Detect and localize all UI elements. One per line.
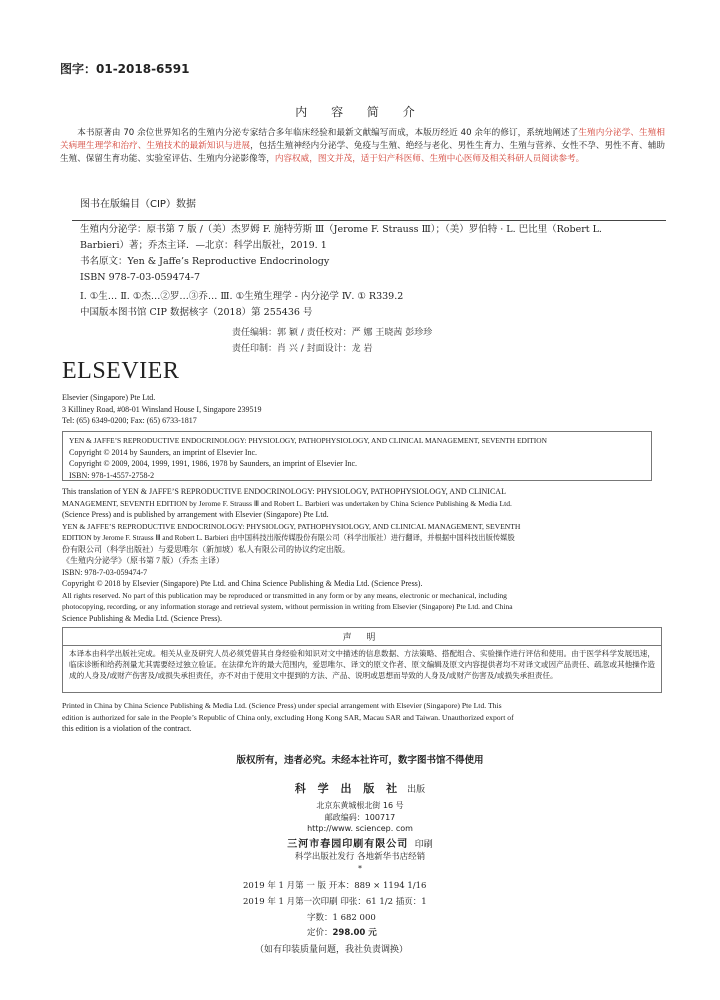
printed-in-line-3: this edition is a violation of the contract. [62,724,192,733]
publisher-name: 科 学 出 版 社 [294,782,402,795]
translation-line-4: YEN & JAFFE’S REPRODUCTIVE ENDOCRINOLOGY: PHYSIOLOGY, PATHOPHYSIOLOGY, AND CLINICAL MANAGEMENT, SEVENTH [62,521,521,531]
price-value: 298.00 元 [332,928,377,938]
elsevier-address-1: Elsevier (Singapore) Pte Ltd. [62,393,156,402]
cip-line-1: 生殖内分泌学：原书第 7 版 /（美）杰罗姆 F. 施特劳斯 Ⅲ（Jerome F. Strauss Ⅲ）；（美）罗伯特 · L. 巴比里（Robert L. [80,224,602,235]
original-isbn: ISBN: 978-1-4557-2758-2 [69,470,155,480]
translation-line-11: photocopying, recording, or any information storage and retrieval system, without permission in writing from Elsevier (Singapore) Pte Ltd. and China [62,602,513,611]
translation-line-10: All rights reserved. No part of this publication may be reproduced or transmitted in any form or by any means, electronic or mechanical, including [62,590,507,600]
figure-number: 图字：01-2018-6591 [60,62,190,76]
publisher-address: 北京东黄城根北街 16 号 [316,801,404,810]
original-copyright-2: Copyright © 2009, 2004, 1999, 1991, 1986, 1978 by Saunders, an imprint of Elsevier Inc. [69,459,358,468]
cip-line-5: Ⅰ. ①生… Ⅱ. ①杰…②罗…③乔… Ⅲ. ①生殖生理学 - 内分泌学 Ⅳ. ① R339.2 [80,291,404,302]
original-edition-box [62,431,652,481]
cip-line-2: Barbieri）著；乔杰主译．—北京：科学出版社，2019. 1 [80,240,327,251]
spec-line-2: 2019 年 1 月第一次印刷 印张：61 1/2 插页：1 [243,897,427,907]
cip-heading: 图书在版编目（CIP）数据 [80,199,196,210]
translation-line-5: EDITION by Jerome F. Strauss Ⅲ and Robert L. Barbieri 由中国科技出版传媒股份有限公司（科学出版社）进行翻译，并根据中国科技出版传媒股 [62,533,515,542]
summary-highlight-2: 内容权威，图文并茂，适于妇产科医师、生殖中心医师及相关科研人员阅读参考。 [274,154,585,164]
rights-notice: 版权所有，违者必究。未经本社许可，数字图书馆不得使用 [236,755,484,766]
translation-line-8: ISBN: 978-7-03-059474-7 [62,567,148,577]
cip-line-3: 书名原文：Yen & Jaffe’s Reproductive Endocrinology [80,256,330,267]
editors-line-2: 责任印制：肖 兴 / 封面设计：龙 岩 [232,344,373,354]
translation-line-12: Science Publishing & Media Ltd. (Science Press). [62,613,222,623]
publisher-name-line [0,780,720,796]
summary-text-2: ，包括生殖神经内分泌学、免疫与生殖、绝经与老化、男性生育力、生殖与营养、女性不孕、男性不育、辅助生殖、保留生育功能、实验室评估、生殖内分泌影像等， [60,141,665,164]
summary-paragraph [60,127,665,166]
printed-in-line-1: Printed in China by China Science Publishing & Media Ltd. (Science Press) under special arrangement with Elsevier (Singapore) Pte Ltd. This [62,701,502,710]
summary-title: 内 容 简 介 [295,105,425,119]
printer-suffix: 印刷 [414,840,433,850]
publisher-url: http://www. sciencep. com [307,824,413,833]
summary-text-1: 本书原著由 70 余位世界知名的生殖内分泌专家结合多年临床经验和最新文献编写而成，本版历经近 40 余年的修订，系统地阐述了 [77,128,579,138]
price-label: 定价： [307,928,333,938]
cip-divider [72,220,666,221]
publisher-zip: 邮政编码：100717 [324,813,396,822]
translation-line-7: 《生殖内分泌学》（原书第 7 版）（乔杰 主译） [62,556,224,565]
translation-block [62,486,662,624]
elsevier-address-2: 3 Killiney Road, #08-01 Winsland House I, Singapore 239519 [62,404,262,414]
notice-body: 本译本由科学出版社完成。相关从业及研究人员必须凭借其自身经验和知识对文中描述的信息数据、方法策略、搭配组合、实验操作进行评估和使用。由于医学科学发展迅速，临床诊断和给药剂量尤其需要经过独立验证。在法律允许的最大范围内，爱思唯尔、译文的原文作者、原文编辑及原文内容提供者均不对译文或因产品责任、疏忽或其他操作造成的人身及/或财产伤害及/或损失承担责任，亦不对由于使用文中提到的方法、产品、说明或思想而导致的人身及/或财产伤害及/或损失承担责任。 [69,649,655,680]
printed-in-line-2: edition is authorized for sale in the People’s Republic of China only, excluding Hong Kong SAR, Macau SAR and Taiwan. Unauthorized export of [62,712,514,722]
original-copyright-1: Copyright © 2014 by Saunders, an imprint of Elsevier Inc. [69,447,258,457]
printed-in-block [62,700,662,735]
translation-line-2: MANAGEMENT, SEVENTH EDITION by Jerome F. Strauss Ⅲ and Robert L. Barbieri was undertaken by China Science Publishing & Media Ltd. [62,498,512,508]
separator-star: * [358,864,362,873]
spec-line-1: 2019 年 1 月第 一 版 开本：889 × 1194 1/16 [243,881,427,891]
translation-line-6: 份有限公司（科学出版社）与爱思唯尔（新加坡）私人有限公司的协议约定出版。 [62,544,350,554]
quality-note: （如有印装质量问题，我社负责调换） [255,945,409,955]
translation-line-3: (Science Press) and is published by arrangement with Elsevier (Singapore) Pte Ltd. [62,510,329,519]
translation-line-9: Copyright © 2018 by Elsevier (Singapore) Pte Ltd. and China Science Publishing & Media Ltd. (Science Press). [62,579,423,588]
cip-line-4: ISBN 978-7-03-059474-7 [80,272,200,283]
printer-line [0,835,720,850]
translation-line-1: This translation of YEN & JAFFE’S REPRODUCTIVE ENDOCRINOLOGY: PHYSIOLOGY, PATHOPHYSIOLOGY, AND CLINICAL [62,487,506,496]
notice-title: 声 明 [63,628,661,646]
publisher-suffix: 出版 [407,785,426,795]
printer-name: 三河市春园印刷有限公司 [287,839,409,850]
editors-line-1: 责任编辑：郭 颖 / 责任校对：严 娜 王晓茜 彭珍珍 [232,328,433,338]
elsevier-logo: ELSEVIER [62,358,180,384]
editors-block [232,325,432,357]
price-line [307,926,607,938]
spec-word-count: 字数：1 682 000 [307,913,376,923]
original-title-line: YEN & JAFFE’S REPRODUCTIVE ENDOCRINOLOGY: PHYSIOLOGY, PATHOPHYSIOLOGY, AND CLINICAL MANAGEMENT, SEVENTH EDITION [69,436,547,445]
cip-line-6: 中国版本图书馆 CIP 数据核字（2018）第 255436 号 [80,307,313,318]
distribution-line: 科学出版社发行 各地新华书店经销 [294,852,426,862]
elsevier-address-3: Tel: (65) 6349-0200; Fax: (65) 6733-1817 [62,416,197,425]
notice-box [62,627,662,693]
summary-highlight-1: 生殖内分泌学、生殖相关病理生理学和治疗、生殖技术的最新知识与进展 [60,128,665,151]
elsevier-address [62,392,262,427]
